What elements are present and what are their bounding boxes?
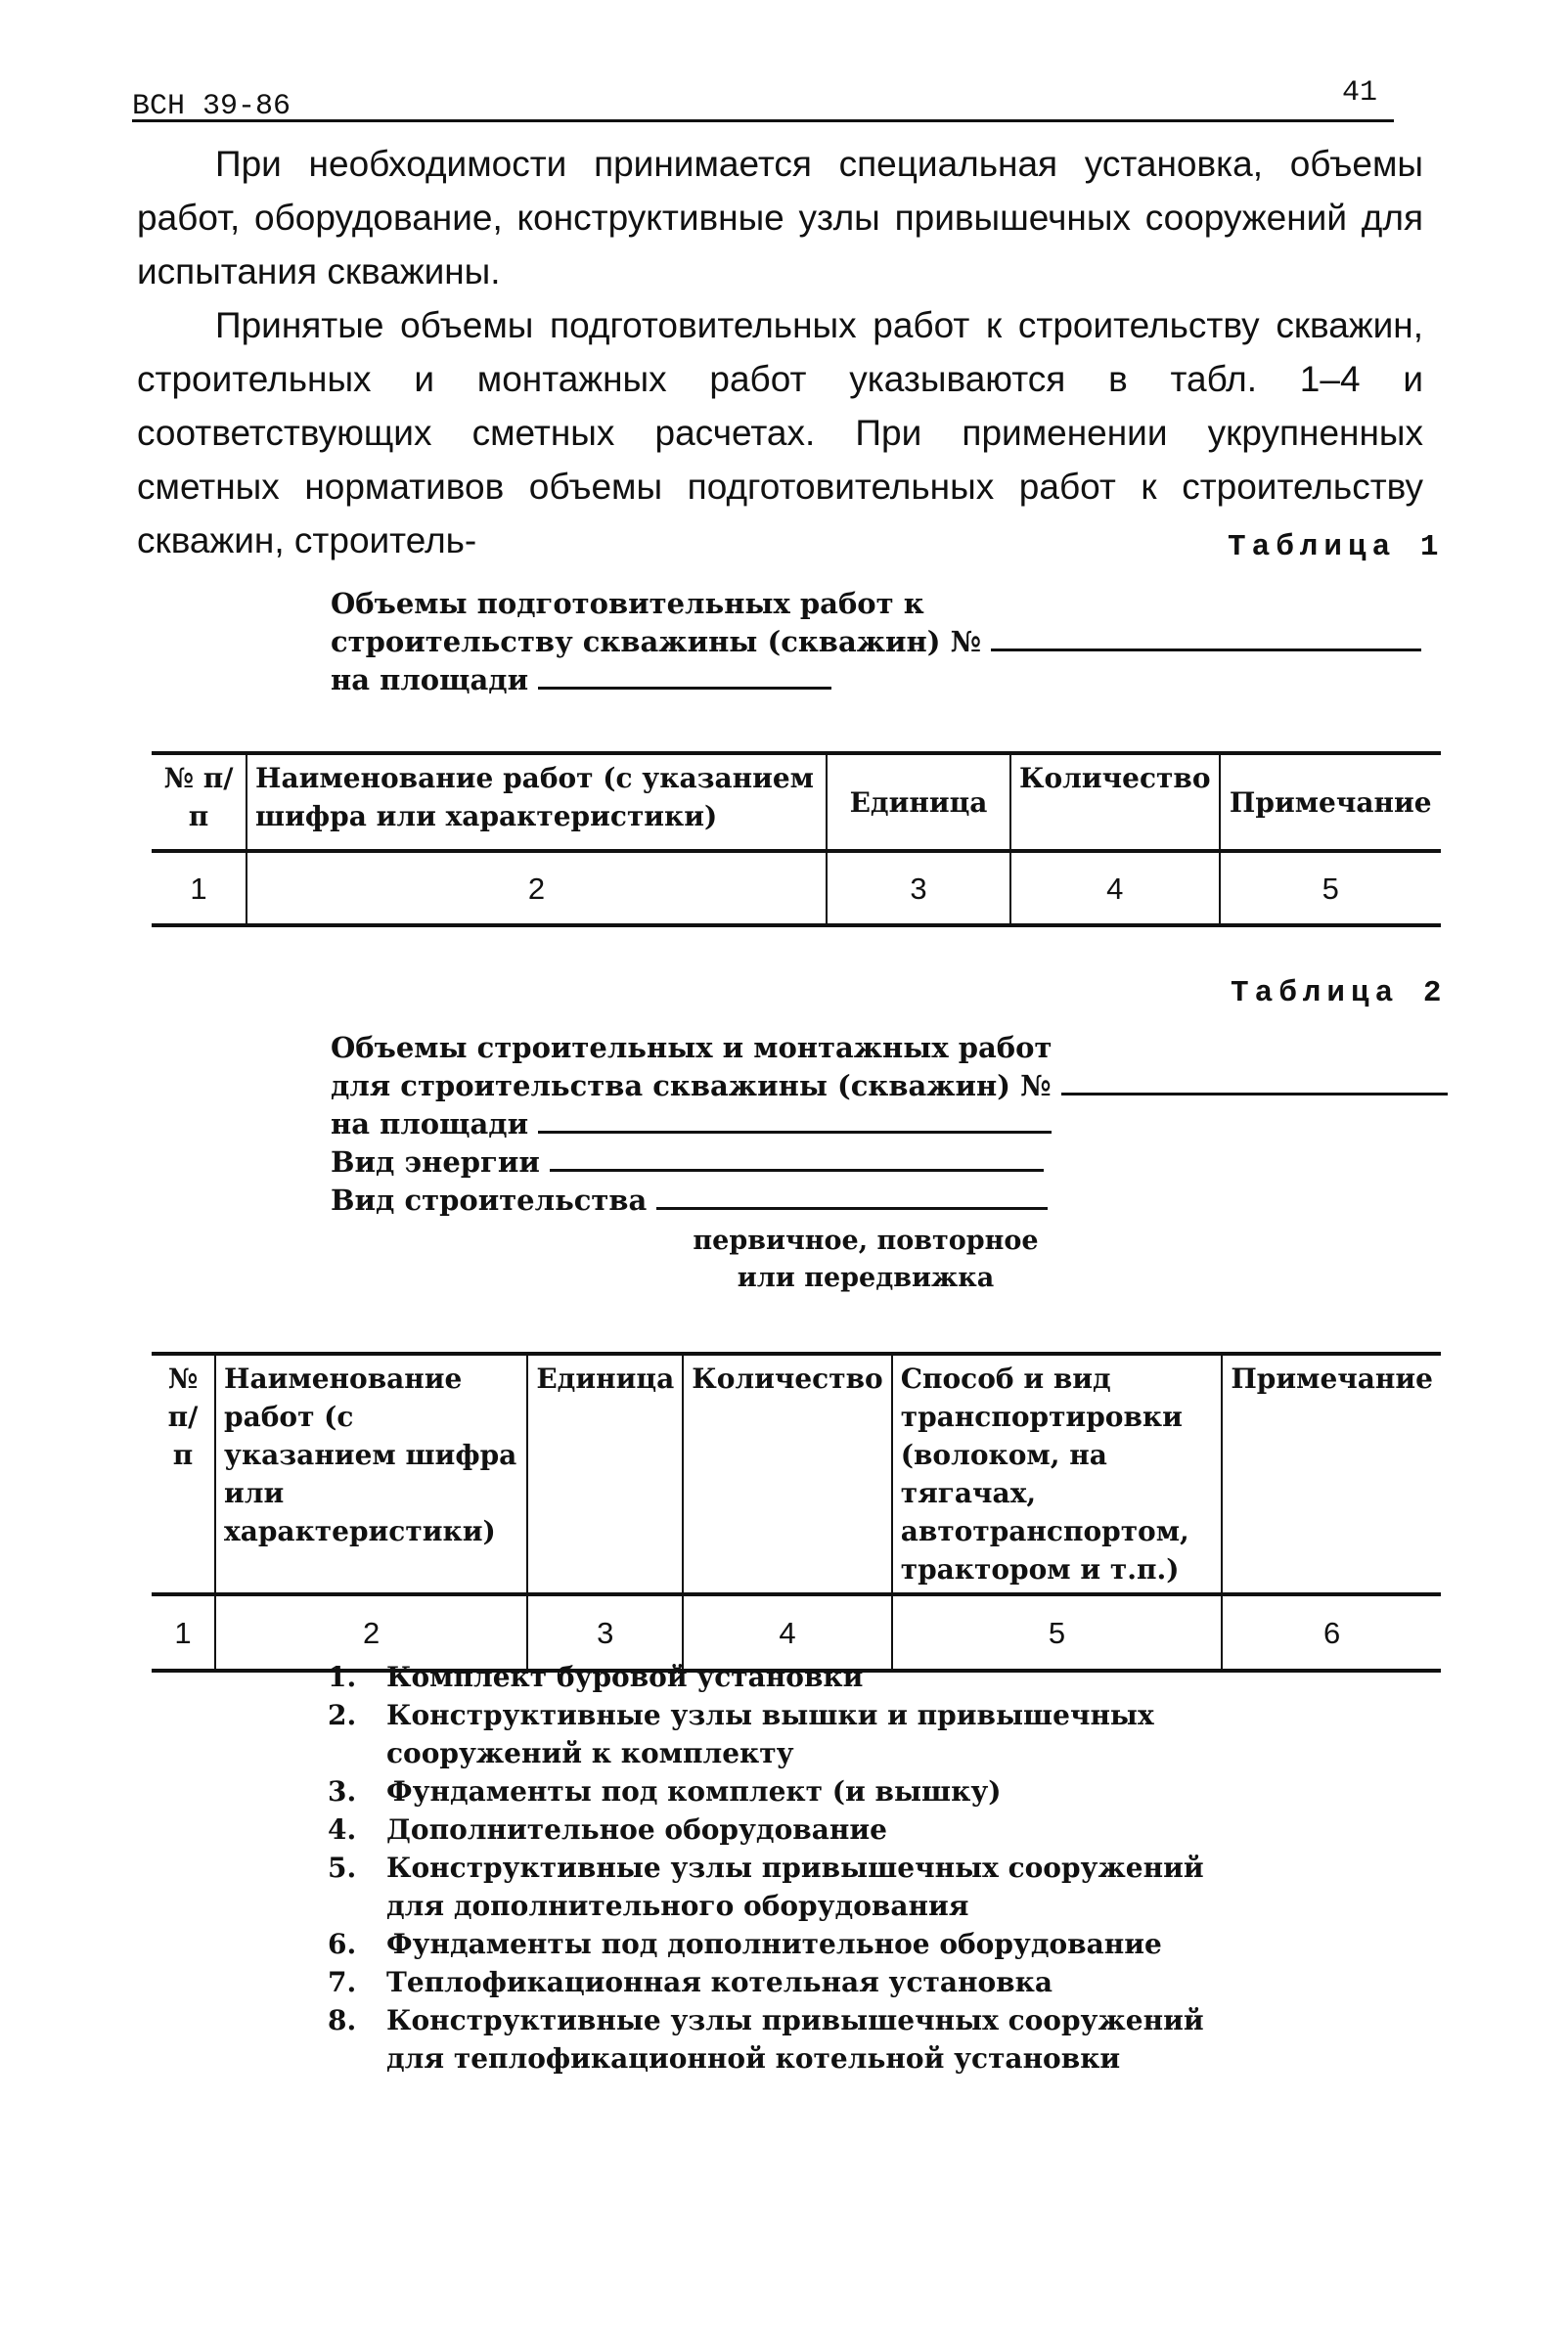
table1-header-note: Примечание (1220, 753, 1442, 851)
table2-title-line5: Вид строительства (331, 1182, 1448, 1220)
table1-num-3: 3 (827, 851, 1010, 925)
table1-header-quantity: Количество (1010, 753, 1220, 851)
table1-num-5: 5 (1220, 851, 1442, 925)
table2-header-transport: Способ и вид транспортировки (волоком, на тягачах, автотранспортом, трактором и т.п.) (892, 1354, 1223, 1594)
table2-title-line3: на площади (331, 1105, 1448, 1143)
table1-title-line2: строительству скважины (скважин) № (331, 623, 1421, 661)
table2-num-4: 4 (683, 1594, 892, 1671)
table2-header-note: Примечание (1222, 1354, 1441, 1594)
table2-num-1: 1 (152, 1594, 215, 1671)
list-item: 4. Дополнительное оборудование (328, 1813, 887, 1846)
table2-caption: Таблица 2 (1231, 976, 1448, 1010)
table2-title-line2: для строительства скважины (скважин) № (331, 1067, 1448, 1105)
table1-caption: Таблица 1 (1228, 530, 1445, 564)
area-blank-2 (538, 1109, 1052, 1134)
list-item: 7. Теплофикационная котельная установка (328, 1966, 1053, 1998)
work-items-list (328, 1658, 1267, 2078)
page-number: 41 (1342, 76, 1378, 110)
list-item: 6. Фундаменты под дополнительное оборудование (328, 1928, 1162, 1960)
table1-num-1: 1 (152, 851, 246, 925)
table2-title-line1: Объемы строительных и монтажных работ (331, 1031, 1053, 1064)
well-number-blank-2 (1061, 1071, 1448, 1095)
list-item: 2. Конструктивные узлы вышки и привышечных сооружений к комплекту (328, 1699, 1154, 1769)
table2-header-unit: Единица (527, 1354, 683, 1594)
table2-num-6: 6 (1222, 1594, 1441, 1671)
table1-num-4: 4 (1010, 851, 1220, 925)
header-rule (132, 119, 1394, 122)
energy-blank (550, 1147, 1044, 1172)
table2-num-5: 5 (892, 1594, 1223, 1671)
document-code: ВСН 39-86 (132, 90, 291, 123)
paragraph-1: При необходимости принимается специальная установка, объемы работ, оборудование, конструктивные узлы привышечных сооружений для испытания скважины. (137, 144, 1423, 291)
area-blank (538, 665, 831, 690)
table1-num-2: 2 (246, 851, 827, 925)
paragraph-2: Принятые объемы подготовительных работ к строительству скважин, строительных и монтажных работ указываются в табл. 1–4 и соответствующих сметных расчетах. При применении укрупненных сметных нормативов объемы подготовительных работ к строительству скважин, строитель- (137, 305, 1423, 560)
table1-header-unit: Единица (827, 753, 1010, 851)
table2-title-line4: Вид энергии (331, 1143, 1448, 1182)
construction-type-blank (656, 1185, 1048, 1210)
table2-header-name: Наименование работ (с указанием шифра или характеристики) (215, 1354, 527, 1594)
hint-line1: первичное, повторное (693, 1226, 1039, 1256)
table2-num-2: 2 (215, 1594, 527, 1671)
table1-title-line1: Объемы подготовительных работ к (331, 587, 924, 620)
table2-header-number: № п/п (152, 1354, 215, 1594)
table1-title-line3: на площади (331, 661, 1421, 699)
construction-type-hint (646, 1223, 1086, 1297)
table1-header-name: Наименование работ (с указанием шифра или характеристики) (246, 753, 827, 851)
table1-title (331, 585, 1421, 699)
list-item: 3. Фундаменты под комплект (и вышку) (328, 1775, 1002, 1808)
well-number-blank (991, 627, 1421, 651)
table1 (152, 751, 1441, 927)
table1-header-number: № п/п (152, 753, 246, 851)
list-item: 8. Конструктивные узлы привышечных сооружений для теплофикационной котельной установки (328, 2004, 1204, 2075)
list-item: 1. Комплект буровой установки (328, 1661, 864, 1693)
table2-title (331, 1029, 1448, 1220)
table2-num-3: 3 (527, 1594, 683, 1671)
table2 (152, 1352, 1441, 1673)
hint-line2: или передвижка (737, 1263, 995, 1293)
table2-header-quantity: Количество (683, 1354, 892, 1594)
list-item: 5. Конструктивные узлы привышечных сооружений для дополнительного оборудования (328, 1852, 1204, 1922)
